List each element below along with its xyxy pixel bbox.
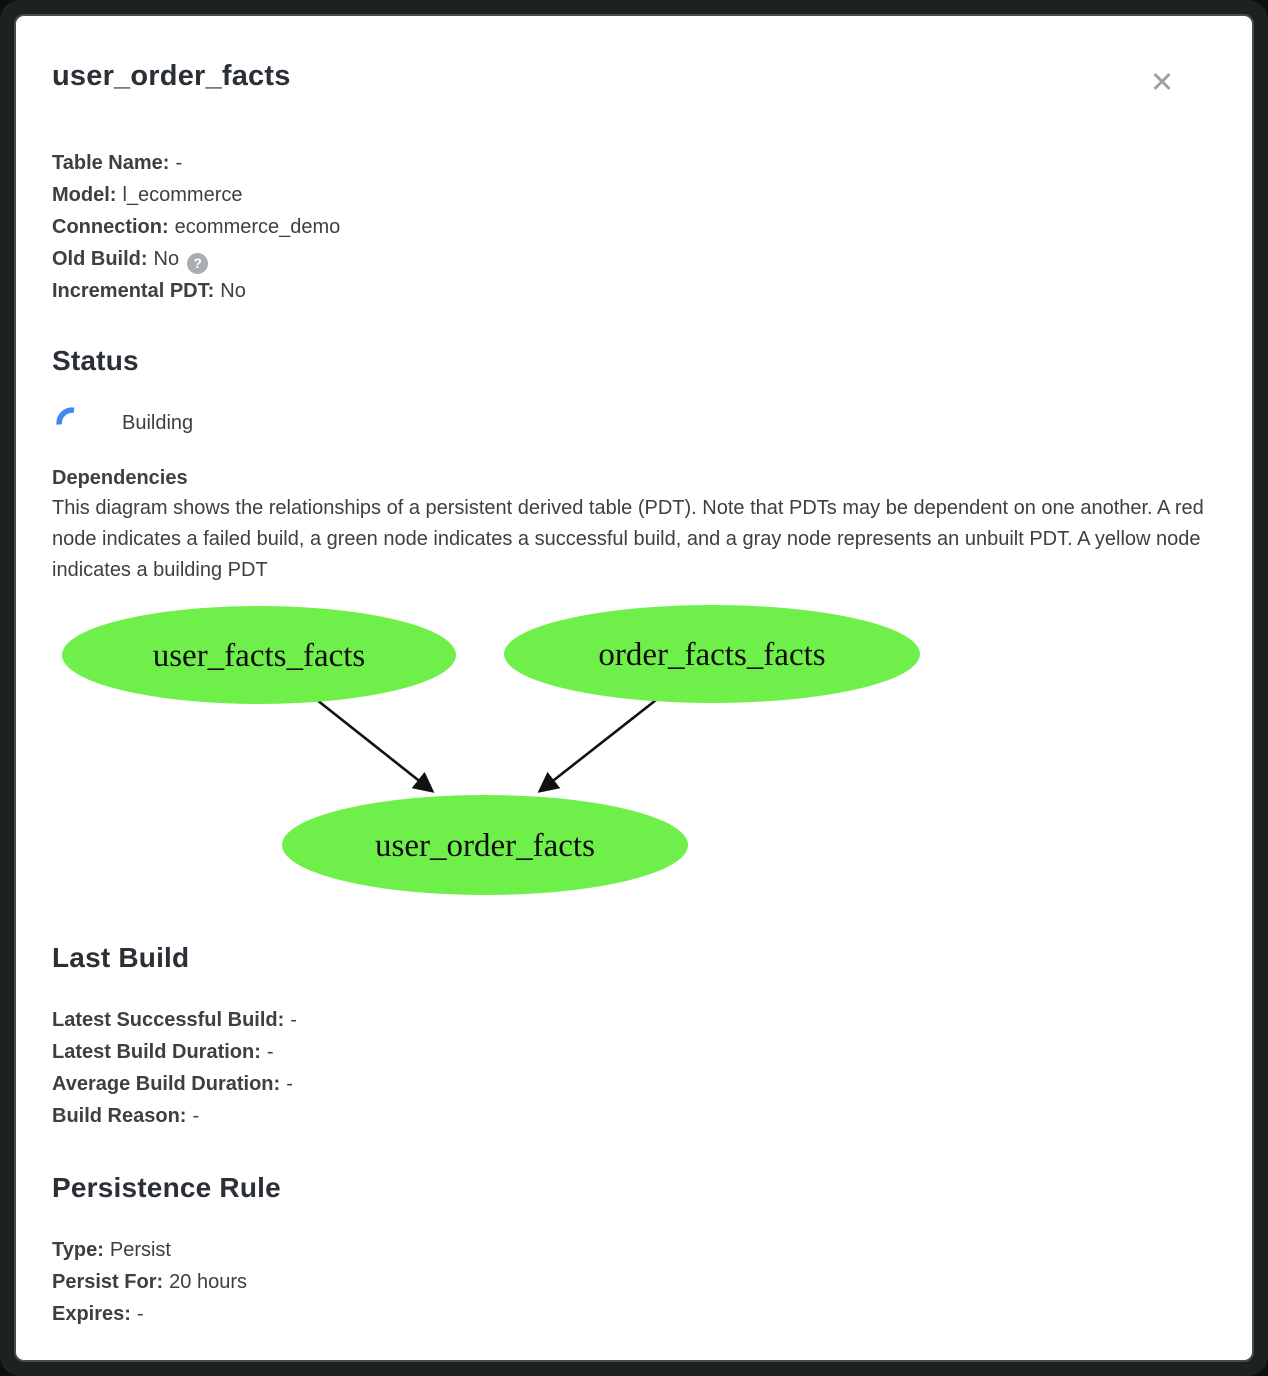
meta-row-table-name: Table Name: - [52, 152, 183, 174]
meta-row-model: Model: l_ecommerce [52, 184, 243, 206]
status-state-label: Building [122, 411, 194, 434]
last-build-row-successful: Latest Successful Build: - [52, 1009, 297, 1031]
status-section-heading: Status [52, 345, 139, 376]
node-label-user-order-facts: user_order_facts [375, 828, 595, 864]
node-label-user-facts-facts: user_facts_facts [152, 638, 366, 674]
last-build-row-duration: Latest Build Duration: - [52, 1041, 274, 1063]
dependencies-description: This diagram shows the relationships of a persistent derived table (PDT). Note that PDTs may be dependent on one another. A red node indicates a failed build, a green node indicates a successful build, and a gray node represents an unbuilt PDT. A yellow node indicates a building PDT [52, 497, 1204, 581]
dependencies-heading: Dependencies [52, 467, 188, 489]
node-label-order-facts-facts: order_facts_facts [598, 637, 826, 673]
edge-order-facts-to-user-order [540, 700, 656, 791]
persistence-rule-details [52, 1234, 1216, 1330]
persistence-rule-section-heading: Persistence Rule [52, 1172, 281, 1203]
meta-row-old-build: Old Build: No ? [52, 243, 1216, 275]
persistence-row-expires: Expires: - [52, 1303, 144, 1325]
close-icon[interactable]: ✕ [1146, 66, 1178, 98]
pdt-dependency-diagram [56, 598, 936, 898]
last-build-details [52, 1004, 1216, 1132]
meta-row-incremental-pdt: Incremental PDT: No [52, 280, 246, 302]
spinner-arc [59, 410, 74, 424]
last-build-row-reason: Build Reason: - [52, 1105, 200, 1127]
persistence-row-persist-for: Persist For: 20 hours [52, 1271, 247, 1293]
help-icon[interactable]: ? [187, 253, 208, 274]
page-title: user_order_facts [52, 60, 291, 92]
last-build-row-average-duration: Average Build Duration: - [52, 1073, 293, 1095]
building-spinner-icon [56, 407, 88, 439]
edge-user-facts-to-user-order [317, 700, 432, 791]
pdt-metadata [52, 147, 1216, 307]
meta-row-connection: Connection: ecommerce_demo [52, 216, 341, 238]
last-build-section-heading: Last Build [52, 942, 190, 973]
pdt-details-panel [14, 14, 1254, 1362]
status-indicator-row [52, 407, 1216, 439]
persistence-row-type: Type: Persist [52, 1239, 171, 1261]
